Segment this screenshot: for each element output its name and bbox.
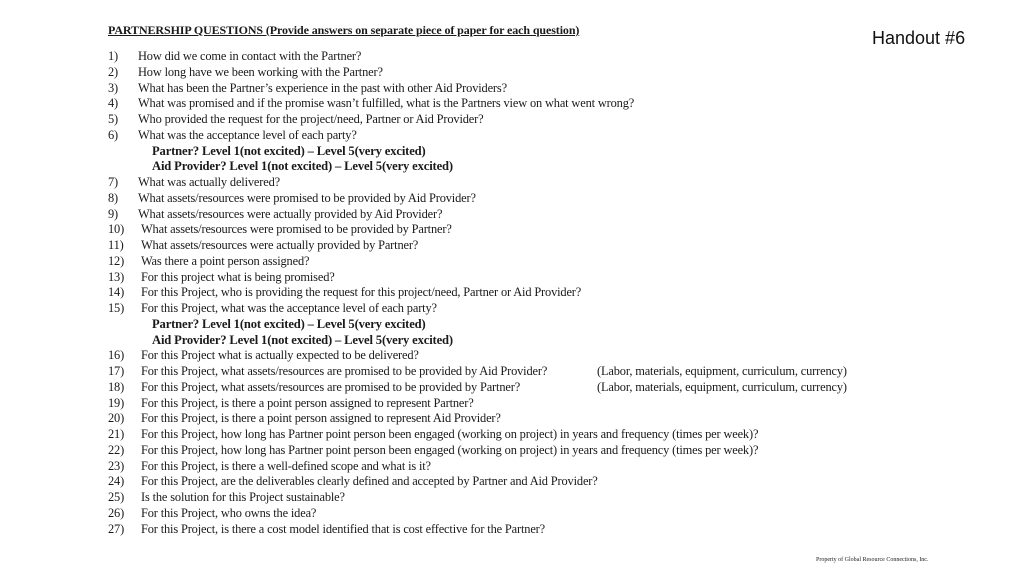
question-number: 4) [108, 96, 119, 111]
question-item [108, 81, 908, 97]
question-text: Is the solution for this Project sustainable? [141, 490, 345, 504]
question-text: For this Project, what assets/resources are promised to be provided by Aid Provider? [141, 364, 548, 378]
question-item [108, 270, 908, 286]
question-number: 24) [108, 474, 125, 489]
question-number: 15) [108, 301, 125, 315]
sub-question-text: Partner? Level 1(not excited) – Level 5(very excited) [152, 143, 426, 158]
sub-question-line [108, 144, 908, 160]
sub-question-line [108, 317, 908, 333]
footer-copyright: Property of Global Resource Connections, Inc. [816, 557, 929, 563]
question-item [108, 443, 908, 459]
question-note: (Labor, materials, equipment, curriculum, currency) [597, 379, 847, 394]
question-number: 25) [108, 490, 125, 504]
question-item [108, 490, 908, 506]
question-text: How long have we been working with the Partner? [138, 64, 383, 79]
question-item [108, 128, 908, 144]
question-text: For this Project what is actually expected to be delivered? [141, 348, 419, 363]
page-title: PARTNERSHIP QUESTIONS (Provide answers on separate piece of paper for each question) [108, 23, 580, 37]
question-item [108, 522, 908, 538]
question-item [108, 175, 908, 191]
question-text: What was promised and if the promise wasn’t fulfilled, what is the Partners view on what went wrong? [138, 96, 635, 111]
question-text: What has been the Partner’s experience in the past with other Aid Providers? [138, 80, 507, 95]
question-number: 20) [108, 411, 125, 426]
question-number: 5) [108, 112, 119, 126]
question-text: For this Project, how long has Partner point person been engaged (working on project) in years and frequency (times per week)? [141, 427, 759, 441]
question-number: 12) [108, 253, 125, 268]
question-number: 1) [108, 49, 119, 63]
question-text: For this Project, who owns the idea? [141, 505, 317, 520]
question-number: 7) [108, 175, 119, 189]
question-text: For this Project, is there a cost model identified that is cost effective for the Partner? [141, 521, 545, 536]
question-item [108, 222, 908, 238]
sub-question-line [108, 333, 908, 349]
question-item [108, 396, 908, 412]
question-number: 27) [108, 521, 125, 536]
question-item [108, 191, 908, 207]
question-note: (Labor, materials, equipment, curriculum, currency) [597, 364, 847, 378]
question-item [108, 112, 908, 128]
question-number: 14) [108, 285, 125, 300]
question-item [108, 380, 908, 396]
question-number: 23) [108, 458, 125, 473]
question-text: For this Project, is there a point person assigned to represent Aid Provider? [141, 411, 501, 426]
question-text: What was actually delivered? [138, 175, 281, 189]
question-item [108, 49, 908, 65]
question-item [108, 364, 908, 380]
question-text: What assets/resources were promised to be provided by Aid Provider? [138, 190, 476, 205]
question-item [108, 506, 908, 522]
question-text: For this Project, what was the acceptance level of each party? [141, 301, 437, 315]
question-number: 18) [108, 379, 125, 394]
question-item [108, 474, 908, 490]
question-item [108, 348, 908, 364]
question-number: 19) [108, 395, 125, 410]
question-text: For this Project, who is providing the request for this project/need, Partner or Aid Provider? [141, 285, 582, 300]
question-text: For this Project, is there a well-defined scope and what is it? [141, 458, 431, 473]
question-text: Who provided the request for the project/need, Partner or Aid Provider? [138, 112, 484, 126]
question-number: 11) [108, 238, 124, 252]
question-item [108, 459, 908, 475]
question-text: Was there a point person assigned? [141, 253, 310, 268]
question-text: What assets/resources were promised to be provided by Partner? [141, 222, 452, 237]
sub-question-text: Aid Provider? Level 1(not excited) – Level 5(very excited) [152, 159, 453, 174]
sub-question-text: Partner? Level 1(not excited) – Level 5(very excited) [152, 316, 426, 331]
question-number: 13) [108, 269, 125, 284]
question-item [108, 285, 908, 301]
question-text: For this Project, how long has Partner point person been engaged (working on project) in years and frequency (times per week)? [141, 442, 759, 457]
question-number: 8) [108, 190, 119, 205]
question-number: 16) [108, 348, 125, 363]
question-number: 3) [108, 80, 119, 95]
question-item [108, 238, 908, 254]
question-number: 26) [108, 505, 125, 520]
question-item [108, 207, 908, 223]
sub-question-text: Aid Provider? Level 1(not excited) – Level 5(very excited) [152, 332, 453, 347]
question-text: For this project what is being promised? [141, 269, 335, 284]
question-text: What was the acceptance level of each party? [138, 127, 357, 142]
question-text: For this Project, is there a point person assigned to represent Partner? [141, 395, 474, 410]
question-number: 21) [108, 427, 125, 441]
sub-question-line [108, 159, 908, 175]
question-text: How did we come in contact with the Partner? [138, 49, 362, 63]
question-item [108, 254, 908, 270]
question-number: 22) [108, 442, 125, 457]
question-text: What assets/resources were actually provided by Partner? [141, 238, 419, 252]
question-item [108, 301, 908, 317]
question-number: 2) [108, 64, 119, 79]
question-text: For this Project, are the deliverables clearly defined and accepted by Partner and Aid Provider? [141, 474, 598, 489]
question-item [108, 427, 908, 443]
question-number: 6) [108, 127, 119, 142]
question-item [108, 65, 908, 81]
questions-list [108, 49, 908, 537]
question-number: 10) [108, 222, 125, 237]
question-number: 9) [108, 206, 119, 221]
question-item [108, 411, 908, 427]
question-item [108, 96, 908, 112]
question-text: What assets/resources were actually provided by Aid Provider? [138, 206, 443, 221]
handout-label: Handout #6 [872, 28, 966, 48]
question-text: For this Project, what assets/resources are promised to be provided by Partner? [141, 379, 521, 394]
question-number: 17) [108, 364, 125, 378]
